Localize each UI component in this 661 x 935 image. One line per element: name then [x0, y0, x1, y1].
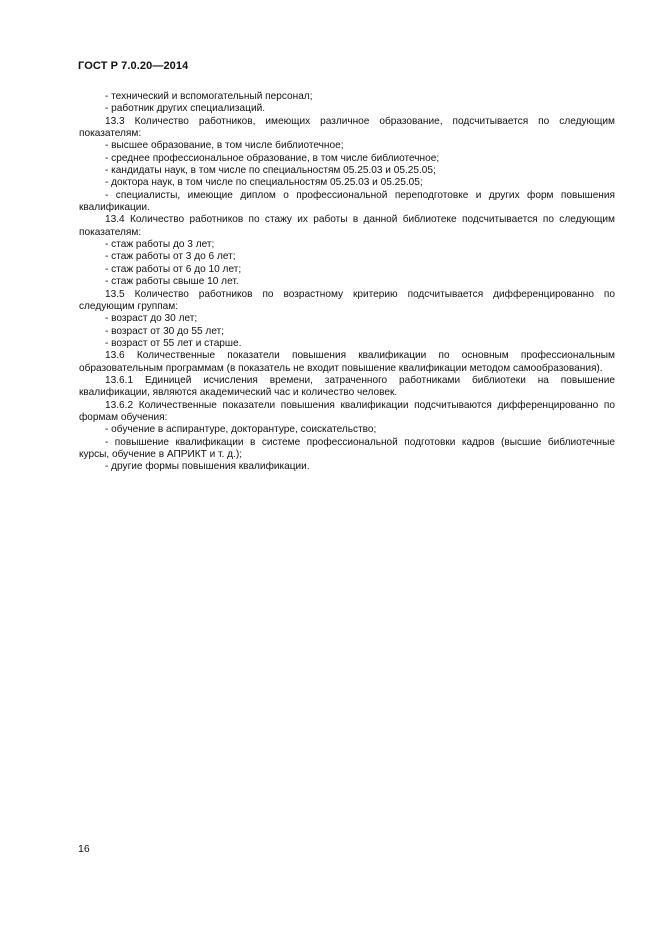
paragraph-13-6-2: 13.6.2 Количественные показатели повышения квалификации подсчитываются дифференцированно по формам обучения: — [79, 399, 615, 423]
list-item: - стаж работы до 3 лет; — [105, 239, 215, 251]
list-item: - стаж работы свыше 10 лет. — [105, 276, 239, 288]
list-item: - возраст до 30 лет; — [105, 313, 198, 325]
list-item: - другие формы повышения квалификации. — [105, 461, 310, 473]
document-header: ГОСТ Р 7.0.20—2014 — [78, 60, 189, 72]
list-item: - стаж работы от 6 до 10 лет; — [105, 263, 242, 275]
paragraph-13-6-1: 13.6.1 Единицей исчисления времени, затраченного работниками библиотеки на повышение квалификации, являются академический час и количество человек. — [79, 374, 615, 399]
paragraph-13-3: 13.3 Количество работников, имеющих различное образование, подсчитывается по следующим показателям: — [79, 115, 615, 140]
list-item: - высшее образование, в том числе библиотечное; — [105, 140, 344, 152]
list-item: - стаж работы от 3 до 6 лет; — [105, 251, 236, 263]
list-item: - технический и вспомогательный персонал; — [105, 91, 313, 102]
paragraph-13-6: 13.6 Количественные показатели повышения квалификации по основным профессиональным образовательным программам (в показатель не входит повышение квалификации методом самообразования). — [79, 350, 615, 374]
page-number: 16 — [78, 843, 90, 855]
list-item: - обучение в аспирантуре, докторантуре, соискательство; — [105, 424, 377, 436]
list-item: - возраст от 55 лет и старше. — [105, 337, 242, 349]
list-item: - среднее профессиональное образование, в том числе библиотечное; — [105, 152, 440, 164]
list-item: - кандидаты наук, в том числе по специальностям 05.25.03 и 05.25.05; — [105, 165, 436, 177]
list-item: - доктора наук, в том числе по специальностям 05.25.03 и 05.25.05; — [105, 177, 423, 189]
paragraph-13-5: 13.5 Количество работников по возрастному критерию подсчитывается дифференцированно по следующим группам: — [79, 288, 615, 312]
list-item: - возраст от 30 до 55 лет; — [105, 325, 225, 337]
document-body — [79, 91, 615, 474]
paragraph-13-4: 13.4 Количество работников по стажу их работы в данной библиотеке подсчитывается по следующим показателям: — [79, 214, 615, 238]
list-item: - специалисты, имеющие диплом о профессиональной переподготовке и других форм повышения квалификации. — [79, 189, 615, 214]
list-item: - работник других специализаций. — [105, 103, 266, 115]
list-item: - повышение квалификации в системе профессиональной подготовки кадров (высшие библиотечные курсы, обучение в АПРИКТ и т. д.); — [79, 436, 615, 460]
